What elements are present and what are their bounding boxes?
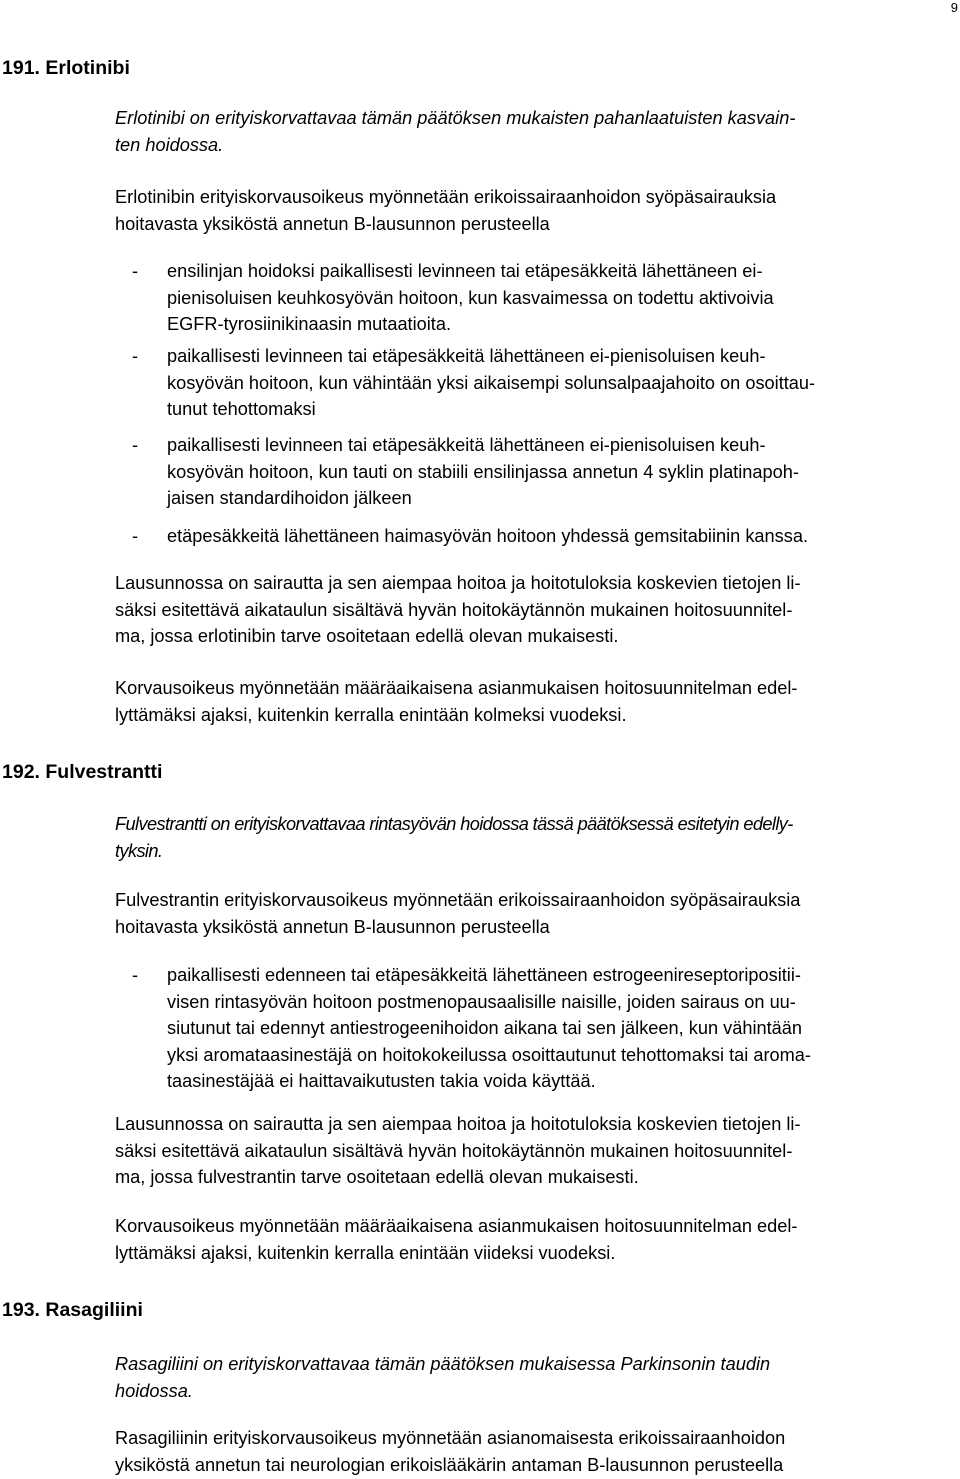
section-intro: Fulvestrantti on erityiskorvattavaa rintasyövän hoidossa tässä päätöksessä esitetyin edelly- tyksin. [115,814,793,861]
section-basis: Fulvestrantin erityiskorvausoikeus myönnetään erikoissairaanhoidon syöpäsairauksia hoitavasta yksiköstä annetun B-lausunnon perusteella [115,890,801,937]
dash-bullet: - [132,526,139,546]
page-number: 9 [950,0,958,15]
list-item-text: etäpesäkkeitä lähettäneen haimasyövän hoitoon yhdessä gemsitabiinin kanssa. [167,526,809,546]
list-item-text: paikallisesti edenneen tai etäpesäkkeitä lähettäneen estrogeenireseptoripositii- visen rintasyövän hoitoon postmenopausaalisille naisille, joiden sairaus on uu- siutunut tai edennyt antiestrogeenihoidon aikana tai sen jälkeen, kun vähintään yksi aromataasinestäjä on hoitokokeilussa osoittautunut tehottomaksi tai aroma- taasinestäjää ei haittavaikutusten takia voida käyttää. [167,965,811,1091]
dash-bullet: - [132,965,139,985]
section-basis: Erlotinibin erityiskorvausoikeus myönnetään erikoissairaanhoidon syöpäsairauksia hoitavasta yksiköstä annetun B-lausunnon perusteella [115,187,777,234]
section-duration: Korvausoikeus myönnetään määräaikaisena asianmukaisen hoitosuunnitelman edel- lyttämäksi ajaksi, kuitenkin kerralla enintään kolmeksi vuodeksi. [115,678,798,725]
section-heading-fulvestrantti: 192. Fulvestrantti [2,761,163,783]
dash-bullet: - [132,435,139,455]
section-heading-rasagiliini: 193. Rasagiliini [2,1299,143,1321]
section-duration: Korvausoikeus myönnetään määräaikaisena asianmukaisen hoitosuunnitelman edel- lyttämäksi ajaksi, kuitenkin kerralla enintään viideksi vuodeksi. [115,1216,798,1263]
section-statement: Lausunnossa on sairautta ja sen aiempaa hoitoa ja hoitotuloksia koskevien tietojen li- säksi esitettävä aikataulun sisältävä hyvän hoitokäytännön mukainen hoitosuunnitel- ma, jossa fulvestrantin tarve osoitetaan edellä olevan mukaisesti. [115,1114,801,1187]
list-item-text: paikallisesti levinneen tai etäpesäkkeitä lähettäneen ei-pienisoluisen keuh- kosyövän hoitoon, kun vähintään yksi aikaisempi solunsalpaajahoito on osoittau- tunut tehottomaksi [167,346,816,419]
section-intro: Rasagiliini on erityiskorvattavaa tämän päätöksen mukaisessa Parkinsonin taudin hoidossa. [115,1354,771,1401]
section-intro: Erlotinibi on erityiskorvattavaa tämän päätöksen mukaisten pahanlaatuisten kasvain- ten hoidossa. [115,108,796,155]
list-item-text: paikallisesti levinneen tai etäpesäkkeitä lähettäneen ei-pienisoluisen keuh- kosyövän hoitoon, kun tauti on stabiili ensilinjassa annetun 4 syklin platinapoh- jaisen standardihoidon jälkeen [167,435,799,508]
dash-bullet: - [132,261,139,281]
list-item-text: ensilinjan hoidoksi paikallisesti levinneen tai etäpesäkkeitä lähettäneen ei- pienisoluisen keuhkosyövän hoitoon, kun kasvaimessa on todettu aktivoivia EGFR-tyrosiinikinaasin mutaatioita. [167,261,774,334]
dash-bullet: - [132,346,139,366]
section-statement: Lausunnossa on sairautta ja sen aiempaa hoitoa ja hoitotuloksia koskevien tietojen li- säksi esitettävä aikataulun sisältävä hyvän hoitokäytännön mukainen hoitosuunnitel- ma, jossa erlotinibin tarve osoitetaan edellä olevan mukaisesti. [115,573,801,646]
section-heading-erlotinibi: 191. Erlotinibi [2,57,130,79]
section-basis: Rasagiliinin erityiskorvausoikeus myönnetään asianomaisesta erikoissairaanhoidon yksiköstä annetun tai neurologian erikoislääkärin antaman B-lausunnon perusteella [115,1428,786,1475]
